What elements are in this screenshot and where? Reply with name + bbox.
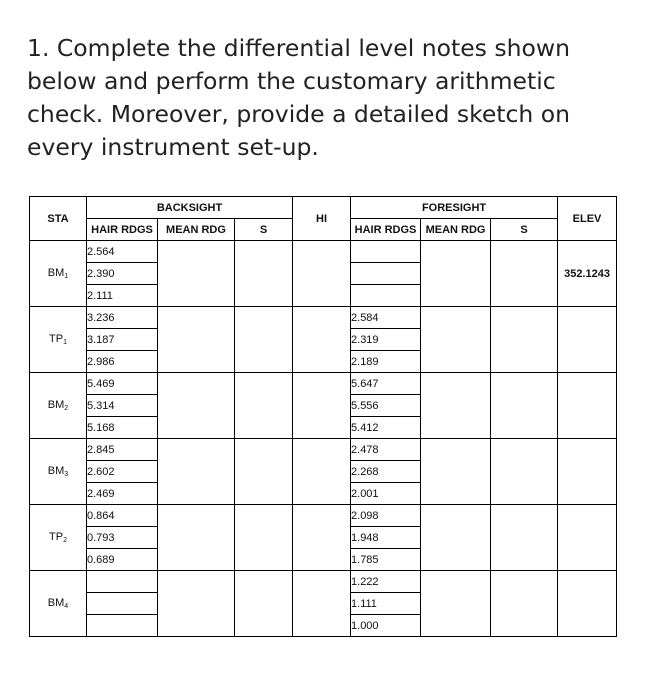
bs-mean-cell (158, 373, 235, 439)
elev-cell (558, 505, 617, 571)
bs-hair-reading: 0.689 (87, 549, 158, 571)
header-fs-hair-rdgs: HAIR RDGS (351, 219, 421, 241)
fs-mean-cell (421, 241, 491, 307)
station-name: BM (47, 267, 65, 279)
bs-mean-cell (158, 307, 235, 373)
hi-cell (293, 373, 351, 439)
fs-s-cell (491, 241, 558, 307)
fs-hair-reading: 2.001 (351, 483, 421, 505)
header-foresight: FORESIGHT (351, 197, 558, 219)
fs-mean-cell (421, 505, 491, 571)
hi-cell (293, 505, 351, 571)
header-bs-hair-rdgs: HAIR RDGS (87, 219, 158, 241)
header-elev: ELEV (558, 197, 617, 241)
fs-hair-reading: 2.098 (351, 505, 421, 527)
station-cell (30, 505, 87, 571)
question-text: 1. Complete the differential level notes shown below and perform the customary arithmetic check. Moreover, provide a detailed sketch on every instrument set-up. (27, 34, 571, 161)
station-name: BM (47, 399, 65, 411)
elev-cell (558, 373, 617, 439)
hi-cell (293, 241, 351, 307)
station-name: TP (49, 333, 64, 345)
hi-cell (293, 571, 351, 637)
station-subscript: 1 (63, 339, 67, 346)
fs-mean-cell (421, 373, 491, 439)
bs-mean-cell (158, 439, 235, 505)
fs-hair-reading: 2.584 (351, 307, 421, 329)
bs-mean-cell (158, 241, 235, 307)
bs-hair-reading: 2.111 (87, 285, 158, 307)
bs-mean-cell (158, 505, 235, 571)
bs-hair-reading: 3.187 (87, 329, 158, 351)
header-bs-mean-rdg: MEAN RDG (158, 219, 235, 241)
station-subscript: 1 (64, 273, 69, 280)
bs-hair-reading: 0.864 (87, 505, 158, 527)
bs-hair-reading: 2.564 (87, 241, 158, 263)
fs-hair-reading: 1.111 (351, 593, 421, 615)
fs-s-cell (491, 307, 558, 373)
header-fs-mean-rdg: MEAN RDG (421, 219, 491, 241)
bs-hair-reading: 5.168 (87, 417, 158, 439)
fs-mean-cell (421, 571, 491, 637)
elev-cell (558, 439, 617, 505)
elev-cell (558, 571, 617, 637)
station-name: BM (47, 465, 65, 477)
station-subscript: 4 (64, 603, 69, 610)
fs-mean-cell (421, 439, 491, 505)
table-row (30, 505, 617, 527)
station-subscript: 2 (63, 537, 67, 544)
header-sta: STA (30, 197, 87, 241)
bs-hair-reading: 0.793 (87, 527, 158, 549)
bs-hair-reading: 5.469 (87, 373, 158, 395)
fs-hair-reading: 5.556 (351, 395, 421, 417)
fs-s-cell (491, 571, 558, 637)
bs-hair-reading (87, 571, 158, 593)
fs-s-cell (491, 505, 558, 571)
level-notes-table (29, 196, 617, 637)
fs-hair-reading: 1.948 (351, 527, 421, 549)
table-row (30, 373, 617, 395)
bs-hair-reading: 5.314 (87, 395, 158, 417)
bs-hair-reading: 2.986 (87, 351, 158, 373)
station-subscript: 2 (64, 405, 69, 412)
station-cell (30, 241, 87, 307)
bs-hair-reading: 2.602 (87, 461, 158, 483)
station-cell (30, 307, 87, 373)
station-subscript: 3 (64, 471, 69, 478)
station-cell (30, 373, 87, 439)
fs-hair-reading: 2.319 (351, 329, 421, 351)
bs-mean-cell (158, 571, 235, 637)
station-cell (30, 439, 87, 505)
table-row (30, 439, 617, 461)
header-hi: HI (293, 197, 351, 241)
table-body (30, 241, 617, 637)
bs-s-cell (235, 571, 293, 637)
bs-hair-reading: 2.469 (87, 483, 158, 505)
bs-hair-reading (87, 593, 158, 615)
hi-cell (293, 439, 351, 505)
station-name: BM (47, 597, 65, 609)
elev-cell (558, 307, 617, 373)
header-backsight: BACKSIGHT (87, 197, 293, 219)
bs-s-cell (235, 307, 293, 373)
fs-s-cell (491, 373, 558, 439)
bs-hair-reading: 2.845 (87, 439, 158, 461)
fs-hair-reading: 5.647 (351, 373, 421, 395)
fs-hair-reading (351, 285, 421, 307)
fs-hair-reading: 2.268 (351, 461, 421, 483)
bs-s-cell (235, 439, 293, 505)
bs-hair-reading (87, 615, 158, 637)
bs-s-cell (235, 505, 293, 571)
header-bs-s: S (235, 219, 293, 241)
bs-s-cell (235, 373, 293, 439)
table-row (30, 307, 617, 329)
fs-hair-reading: 1.000 (351, 615, 421, 637)
fs-hair-reading: 1.785 (351, 549, 421, 571)
bs-s-cell (235, 241, 293, 307)
bs-hair-reading: 3.236 (87, 307, 158, 329)
fs-hair-reading (351, 241, 421, 263)
fs-mean-cell (421, 307, 491, 373)
table-row (30, 571, 617, 593)
fs-hair-reading: 2.189 (351, 351, 421, 373)
elev-cell: 352.1243 (558, 241, 617, 307)
fs-hair-reading: 1.222 (351, 571, 421, 593)
fs-s-cell (491, 439, 558, 505)
table-row (30, 241, 617, 263)
fs-hair-reading: 5.412 (351, 417, 421, 439)
station-name: TP (49, 531, 64, 543)
fs-hair-reading: 2.478 (351, 439, 421, 461)
fs-hair-reading (351, 263, 421, 285)
hi-cell (293, 307, 351, 373)
header-fs-s: S (491, 219, 558, 241)
station-cell (30, 571, 87, 637)
bs-hair-reading: 2.390 (87, 263, 158, 285)
